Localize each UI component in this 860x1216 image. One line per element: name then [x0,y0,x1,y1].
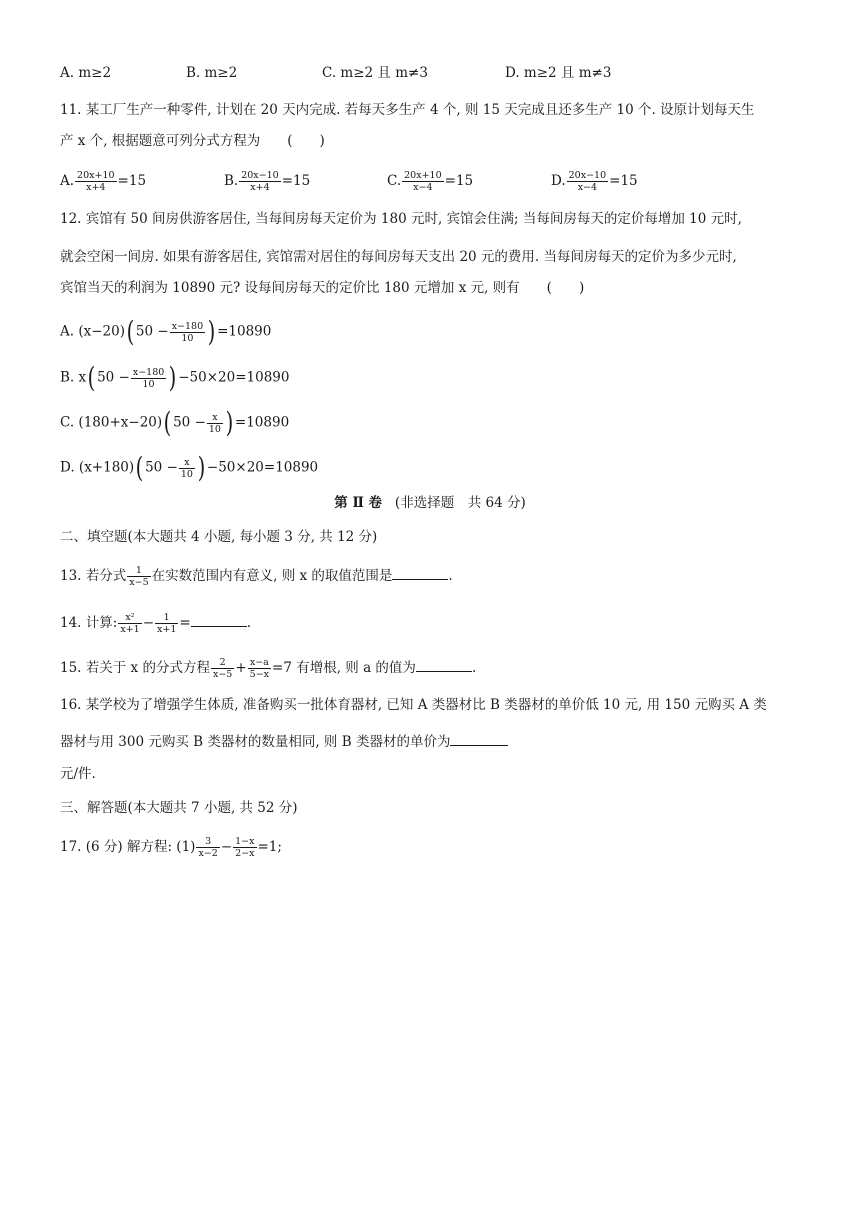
q11-option-b [224,170,310,193]
q10-option-c: C. m≥2 且 m≠3 [322,65,428,81]
inner-term: 50 − [135,323,169,340]
operator: − [220,839,233,855]
denominator: 10 [180,468,193,480]
fraction [131,367,166,390]
fraction [567,170,609,193]
option-label: C. [387,173,402,189]
q12-option-d [60,451,319,484]
left-paren: ( [135,451,144,484]
section-title: 第 Ⅱ 卷 [334,495,383,511]
denominator: x+1 [157,624,177,635]
option-suffix: −50×20=10890 [178,369,290,386]
denominator: x−4 [577,182,598,193]
q16-line1: 16. 某学校为了增强学生体质, 准备购买一批体育器材, 已知 A 类器材比 B 类器材的单价低 10 元, 用 150 元购买 A 类 [60,697,767,713]
q13-end: . [448,568,453,584]
numerator: x² [118,612,141,624]
q10-option-d: D. m≥2 且 m≠3 [505,65,612,81]
q12-option-c [60,406,290,439]
fraction [75,170,117,193]
fraction [402,170,444,193]
numerator: x [207,412,223,424]
operator: + [235,660,247,676]
fraction [207,412,223,435]
q13 [60,565,453,588]
section-subtitle: (非选择题 共 64 分) [394,495,526,511]
numerator: x−180 [132,366,165,378]
q13-text: 在实数范围内有意义, 则 x 的取值范围是 [151,568,393,584]
q15-text: =7 有增根, 则 a 的值为 [272,660,416,676]
operator: − [142,615,154,631]
right-paren: ) [207,315,216,348]
numerator: 20x−10 [568,170,607,181]
q13-prefix: 13. 若分式 [60,568,127,584]
numerator: 20x+10 [404,170,442,181]
option-prefix: D. (x+180) [60,459,135,476]
inner-term: 50 − [145,459,178,476]
rhs: =15 [117,173,147,189]
q10-option-b: B. m≥2 [186,65,238,81]
q17-prefix: 17. (6 分) 解方程: (1) [60,839,196,855]
denominator: x−5 [129,577,149,588]
fraction [118,612,141,635]
fraction [196,836,219,859]
fraction [233,836,256,859]
q11-option-d [551,170,638,193]
right-paren: ) [197,451,206,484]
q10-option-a: A. m≥2 [60,65,112,81]
rhs: =15 [609,173,638,189]
option-suffix: −50×20=10890 [206,459,319,476]
option-prefix: A. (x−20) [60,323,125,340]
denominator: 5−x [249,669,270,680]
left-paren: ( [87,361,96,394]
equals: = [179,615,191,631]
q16-line2 [60,731,508,752]
q11-stem-line1: 11. 某工厂生产一种零件, 计划在 20 天内完成. 若每天多生产 4 个, 则 15 天完成且还多生产 10 个. 设原计划每天生 [60,102,755,118]
q15 [60,657,476,680]
q16-text: 器材与用 300 元购买 B 类器材的数量相同, 则 B 类器材的单价为 [60,734,451,750]
q12-option-a [60,315,272,348]
q17 [60,836,282,859]
denominator: x−2 [198,848,218,859]
fraction [211,657,234,680]
answer-blank[interactable] [392,565,448,580]
numerator: 3 [196,836,219,848]
denominator: x+1 [120,624,140,635]
numerator: x−a [248,657,271,669]
numerator: 1 [155,612,178,624]
left-paren: ( [126,315,135,348]
numerator: x−180 [171,320,204,332]
q14 [60,612,251,635]
q12-stem-line2: 就会空闲一间房. 如果有游客居住, 宾馆需对居住的每间房每天支出 20 元的费用. 当每间房每天的定价为多少元时, [60,249,737,265]
q11-option-a [60,170,146,193]
fraction [127,565,150,588]
numerator: x [179,457,195,469]
denominator: x+4 [250,182,270,193]
numerator: 20x+10 [77,170,115,181]
denominator: 2−x [235,848,255,859]
answer-blank[interactable] [416,657,472,672]
answer-blank[interactable] [191,612,247,627]
option-suffix: =10890 [234,414,290,431]
q14-prefix: 14. 计算: [60,615,118,631]
option-prefix: C. (180+x−20) [60,414,163,431]
fraction [170,321,205,344]
rhs: =15 [281,173,311,189]
q15-prefix: 15. 若关于 x 的分式方程 [60,660,210,676]
option-prefix: B. x [60,369,87,386]
option-suffix: =10890 [217,323,272,340]
q12-option-b [60,361,290,394]
fraction [248,657,271,680]
q14-end: . [246,615,251,631]
fraction [179,457,195,480]
inner-term: 50 − [173,414,206,431]
right-paren: ) [168,361,177,394]
denominator: x−5 [212,669,233,680]
q11-option-c [387,170,473,193]
inner-term: 50 − [97,369,130,386]
denominator: x+4 [86,182,106,193]
option-label: A. [60,173,75,189]
option-label: D. [551,173,566,189]
numerator: 1−x [235,836,255,847]
numerator: 2 [211,657,234,669]
q12-stem-line1: 12. 宾馆有 50 间房供游客居住, 当每间房每天定价为 180 元时, 宾馆会住满; 当每间房每天的定价每增加 10 元时, [60,211,742,227]
numerator: 20x−10 [241,170,279,181]
section-heading [0,493,860,513]
fraction [155,612,178,635]
q17-text: =1; [257,839,282,855]
q15-end: . [471,660,477,676]
part2-heading: 二、填空题(本大题共 4 小题, 每小题 3 分, 共 12 分) [60,529,378,545]
answer-blank[interactable] [450,731,508,746]
denominator: 10 [142,378,155,390]
q12-stem-line3: 宾馆当天的利润为 10890 元? 设每间房每天的定价比 180 元增加 x 元, 则有 ( ) [60,280,585,296]
numerator: 1 [127,565,150,577]
right-paren: ) [225,406,234,439]
left-paren: ( [163,406,172,439]
option-label: B. [224,173,239,189]
denominator: 10 [208,423,221,435]
part3-heading: 三、解答题(本大题共 7 小题, 共 52 分) [60,800,298,816]
denominator: 10 [181,332,194,344]
q16-line3: 元/件. [60,766,96,782]
denominator: x−4 [413,182,433,193]
rhs: =15 [444,173,474,189]
fraction [239,170,281,193]
q11-stem-line2: 产 x 个, 根据题意可列分式方程为 ( ) [60,133,325,149]
